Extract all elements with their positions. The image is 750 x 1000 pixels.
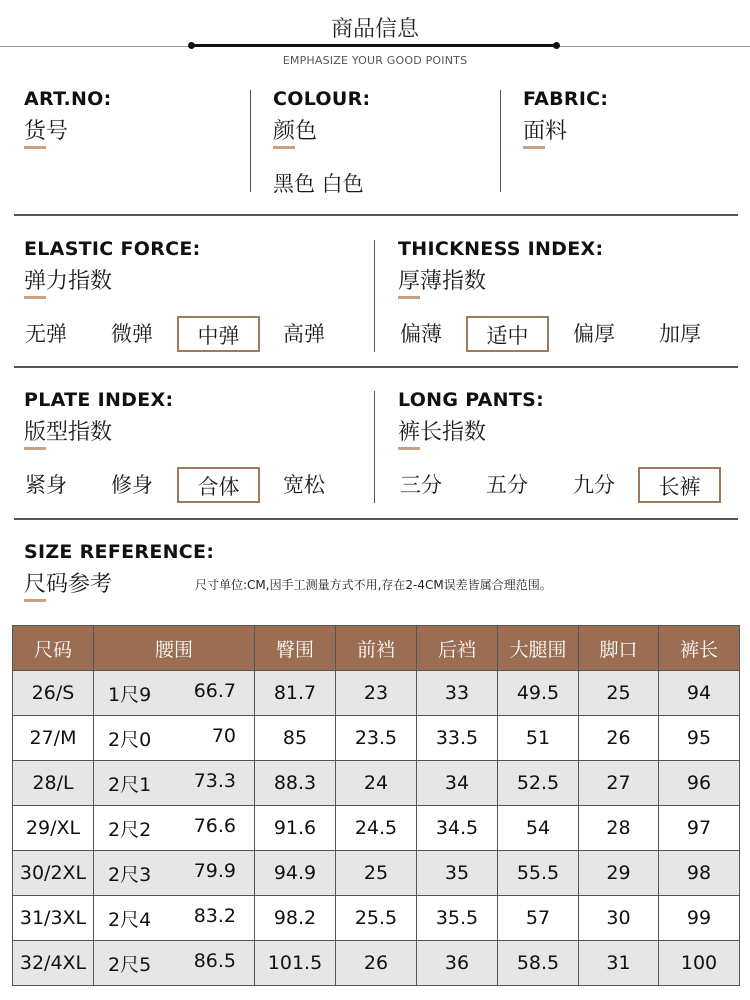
length-cell: 96: [659, 761, 740, 806]
thigh-cell: 51: [498, 716, 579, 761]
thickness-option: 偏薄: [400, 322, 442, 346]
plate-option: 紧身: [25, 473, 67, 497]
thigh-cell: 57: [498, 896, 579, 941]
length-cell: 98: [659, 851, 740, 896]
colour-label-cn: 颜色: [273, 119, 318, 144]
hip-cell: 91.6: [255, 806, 336, 851]
thigh-cell: 52.5: [498, 761, 579, 806]
thickness-option: 偏厚: [573, 322, 615, 346]
header-thigh: 大腿围: [498, 626, 579, 671]
front-rise-cell: 25: [336, 851, 417, 896]
waist-cm-value: 86.5: [193, 949, 236, 972]
colour-value: 黑色 白色: [273, 172, 364, 196]
long-pants-option: 五分: [486, 473, 528, 497]
table-row: [13, 896, 740, 941]
front-rise-cell: 23: [336, 671, 417, 716]
hip-cell: 98.2: [255, 896, 336, 941]
page-subtitle: EMPHASIZE YOUR GOOD POINTS: [282, 54, 468, 67]
leg-opening-cell: 25: [579, 671, 659, 716]
waist-chi-value: 2尺3: [108, 863, 152, 886]
size-cell: 30/2XL: [13, 851, 94, 896]
leg-opening-cell: 28: [579, 806, 659, 851]
waist-cell: [94, 806, 255, 851]
waist-values: [94, 770, 254, 797]
size-reference-accent: [24, 599, 46, 602]
elastic-option: 无弹: [25, 322, 67, 346]
elastic-option: 高弹: [283, 322, 325, 346]
waist-cell: [94, 941, 255, 986]
hip-cell: 101.5: [255, 941, 336, 986]
waist-cm-value: 79.9: [193, 859, 236, 882]
header-waist: 腰围: [94, 626, 255, 671]
waist-cm-value: 83.2: [193, 904, 236, 927]
hip-cell: 88.3: [255, 761, 336, 806]
plate-option-selected: 合体: [177, 467, 260, 503]
waist-chi-value: 2尺0: [108, 728, 152, 751]
header-rule-left-dot: [188, 42, 195, 49]
header-rule-right-dot: [553, 42, 560, 49]
hip-cell: 94.9: [255, 851, 336, 896]
elastic-thickness-divider: [374, 240, 375, 352]
waist-chi-value: 2尺5: [108, 953, 152, 976]
waist-chi-value: 2尺1: [108, 773, 152, 796]
fabric-label-cn: 面料: [523, 119, 568, 144]
back-rise-cell: 34.5: [417, 806, 498, 851]
length-cell: 100: [659, 941, 740, 986]
fabric-accent: [523, 146, 545, 149]
front-rise-cell: 26: [336, 941, 417, 986]
back-rise-cell: 35.5: [417, 896, 498, 941]
front-rise-cell: 24: [336, 761, 417, 806]
plate-option: 修身: [111, 473, 153, 497]
waist-chi-value: 1尺9: [108, 683, 152, 706]
plate-option: 宽松: [283, 473, 325, 497]
thickness-option-selected: 适中: [466, 316, 549, 352]
size-cell: 29/XL: [13, 806, 94, 851]
art-no-accent: [24, 146, 46, 149]
size-table: [12, 625, 740, 986]
waist-values: [94, 680, 254, 707]
waist-cell: [94, 896, 255, 941]
header-length: 裤长: [659, 626, 740, 671]
length-cell: 95: [659, 716, 740, 761]
long-pants-label-cn: 裤长指数: [398, 420, 487, 445]
front-rise-cell: 24.5: [336, 806, 417, 851]
size-reference-label-cn: 尺码参考: [24, 572, 113, 597]
header-rule: [193, 44, 558, 47]
elastic-label-cn: 弹力指数: [24, 269, 113, 294]
waist-values: [94, 950, 254, 977]
thickness-label-en: THICKNESS INDEX:: [398, 238, 604, 260]
waist-chi-value: 2尺2: [108, 818, 152, 841]
thickness-option: 加厚: [659, 322, 701, 346]
back-rise-cell: 36: [417, 941, 498, 986]
leg-opening-cell: 27: [579, 761, 659, 806]
long-pants-option: 九分: [573, 473, 615, 497]
thigh-cell: 55.5: [498, 851, 579, 896]
elastic-option: 微弹: [111, 322, 153, 346]
waist-cm-value: 73.3: [193, 769, 236, 792]
size-cell: 31/3XL: [13, 896, 94, 941]
size-cell: 26/S: [13, 671, 94, 716]
plate-label-en: PLATE INDEX:: [24, 389, 174, 411]
elastic-label-en: ELASTIC FORCE:: [24, 238, 201, 260]
info-divider-2: [500, 90, 501, 192]
waist-cell: [94, 851, 255, 896]
size-reference-label-en: SIZE REFERENCE:: [24, 541, 215, 563]
long-pants-accent: [398, 447, 420, 450]
size-note: 尺寸单位:CM,因手工测量方式不用,存在2-4CM误差皆属合理范围。: [195, 578, 552, 592]
thickness-label-cn: 厚薄指数: [398, 269, 487, 294]
waist-cm-value: 66.7: [193, 679, 236, 702]
hip-cell: 81.7: [255, 671, 336, 716]
plate-label-cn: 版型指数: [24, 420, 113, 445]
section-divider-1: [14, 214, 738, 216]
header-size: 尺码: [13, 626, 94, 671]
size-cell: 28/L: [13, 761, 94, 806]
waist-values: [94, 905, 254, 932]
long-pants-label-en: LONG PANTS:: [398, 389, 545, 411]
fabric-label-en: FABRIC:: [523, 88, 609, 110]
table-row: [13, 671, 740, 716]
waist-values: [94, 725, 254, 752]
length-cell: 97: [659, 806, 740, 851]
waist-cell: [94, 761, 255, 806]
plate-pants-divider: [374, 391, 375, 503]
header-hip: 臀围: [255, 626, 336, 671]
back-rise-cell: 34: [417, 761, 498, 806]
section-divider-3: [14, 518, 738, 520]
back-rise-cell: 35: [417, 851, 498, 896]
thigh-cell: 49.5: [498, 671, 579, 716]
leg-opening-cell: 29: [579, 851, 659, 896]
header-back-rise: 后裆: [417, 626, 498, 671]
thickness-accent: [398, 296, 420, 299]
leg-opening-cell: 30: [579, 896, 659, 941]
length-cell: 94: [659, 671, 740, 716]
thigh-cell: 54: [498, 806, 579, 851]
table-row: [13, 806, 740, 851]
table-row: [13, 941, 740, 986]
length-cell: 99: [659, 896, 740, 941]
art-no-label-en: ART.NO:: [24, 88, 112, 110]
front-rise-cell: 25.5: [336, 896, 417, 941]
waist-values: [94, 815, 254, 842]
section-divider-2: [14, 366, 738, 368]
table-row: [13, 851, 740, 896]
waist-cell: [94, 671, 255, 716]
plate-accent: [24, 447, 46, 450]
waist-cm-value: 70: [211, 724, 236, 747]
leg-opening-cell: 31: [579, 941, 659, 986]
back-rise-cell: 33.5: [417, 716, 498, 761]
thigh-cell: 58.5: [498, 941, 579, 986]
front-rise-cell: 23.5: [336, 716, 417, 761]
size-cell: 32/4XL: [13, 941, 94, 986]
size-table-header-row: [13, 626, 740, 671]
waist-chi-value: 2尺4: [108, 908, 152, 931]
colour-accent: [273, 146, 295, 149]
page-title: 商品信息: [330, 17, 419, 42]
leg-opening-cell: 26: [579, 716, 659, 761]
table-row: [13, 716, 740, 761]
waist-cell: [94, 716, 255, 761]
waist-values: [94, 860, 254, 887]
long-pants-option-selected: 长裤: [638, 467, 721, 503]
elastic-accent: [24, 296, 46, 299]
header-leg-opening: 脚口: [579, 626, 659, 671]
info-divider-1: [250, 90, 251, 192]
table-row: [13, 761, 740, 806]
long-pants-option: 三分: [400, 473, 442, 497]
elastic-option-selected: 中弹: [177, 316, 260, 352]
waist-cm-value: 76.6: [193, 814, 236, 837]
size-cell: 27/M: [13, 716, 94, 761]
header-front-rise: 前裆: [336, 626, 417, 671]
back-rise-cell: 33: [417, 671, 498, 716]
art-no-label-cn: 货号: [24, 119, 69, 144]
hip-cell: 85: [255, 716, 336, 761]
colour-label-en: COLOUR:: [273, 88, 371, 110]
